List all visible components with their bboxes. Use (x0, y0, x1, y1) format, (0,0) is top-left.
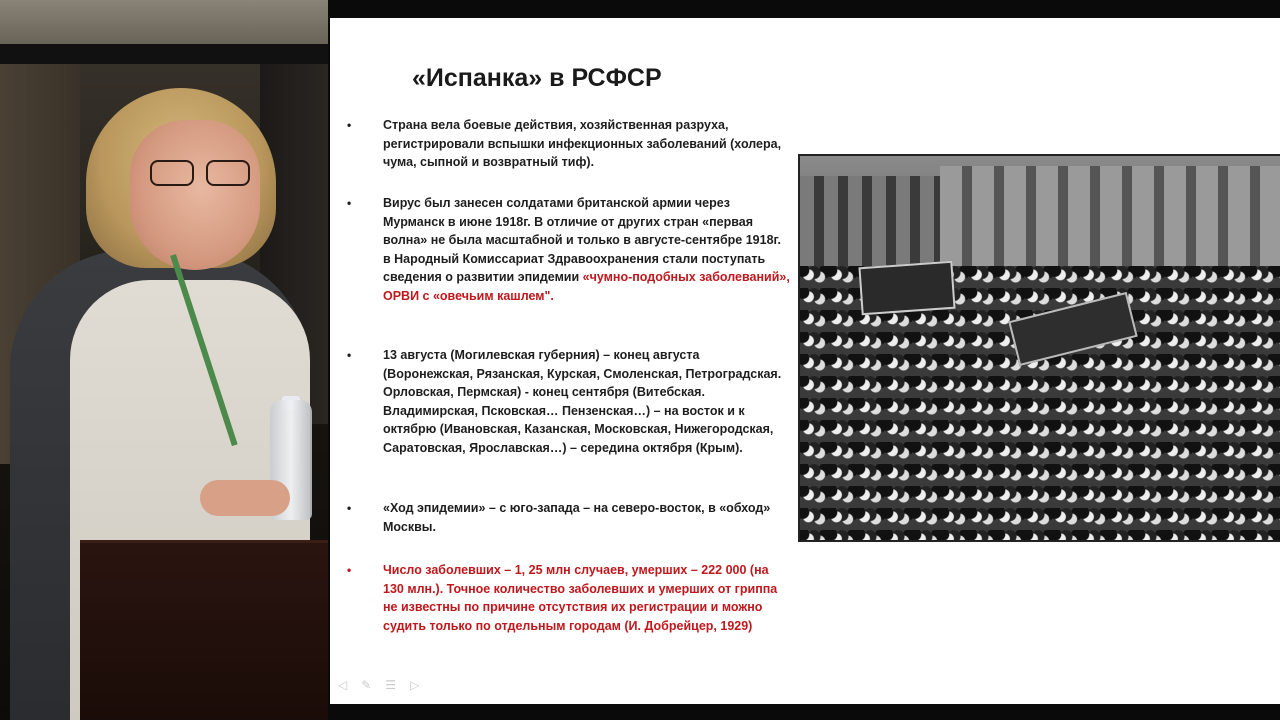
pen-icon[interactable]: ✎ (361, 678, 372, 692)
historical-crowd-photo (798, 154, 1280, 542)
bullet-text: Число заболевших – 1, 25 млн случаев, умерших – 222 000 (на 130 млн.). Точное количество заболевших и умерших от гриппа не известны по причине отсутствия их регистрации и можно судить только по отдельным городам (И. Добрейцер, 1929) (383, 563, 778, 633)
bullet-item (330, 499, 790, 536)
menu-icon[interactable]: ☰ (385, 678, 397, 692)
bullet-item (330, 194, 790, 305)
glasses-left-lens (150, 160, 194, 186)
bullet-marker: • (347, 118, 352, 132)
bullet-marker: • (347, 563, 352, 577)
bullet-marker: • (347, 196, 352, 210)
bullet-text: 13 августа (Могилевская губерния) – конец августа (Воронежская, Рязанская, Курская, Смоленская, Петроградская. Орловская, Пермская) - конец сентября (Витебская. Владимирская, Псковская… Пензенская…) – на восток и к октябрю (Ивановская, Казанская, Московская, Нижегородская, Саратовская, Ярославская…) – середина октября (Крым). (383, 348, 782, 455)
bullet-text: Вирус был занесен солдатами британской армии через Мурманск в июне 1918г. В отличие от других стран «первая волна» не была масштабной и только в августе-сентябре 1918г. в Народный Комиссариат Здравоохранения стали поступать сведения о развитии эпидемии (383, 196, 781, 284)
podium (80, 540, 328, 720)
ceiling-panel (0, 0, 328, 44)
bullet-marker: • (347, 501, 352, 515)
bullet-item (330, 346, 790, 457)
bullet-item (330, 561, 790, 635)
bullet-text: Страна вела боевые действия, хозяйственная разруха, регистрировали вспышки инфекционных заболеваний (холера, чума, сыпной и возвратный тиф). (383, 118, 782, 169)
speaker-face (130, 120, 260, 270)
bullet-item (330, 116, 790, 172)
speaker-video (0, 0, 328, 720)
next-slide-icon[interactable]: ▷ (410, 678, 420, 692)
slideshow-controls (338, 678, 419, 692)
glasses-right-lens (206, 160, 250, 186)
bullet-highlight: «чумно-подобных заболеваний», ОРВИ с «овечьим кашлем". (383, 270, 790, 303)
presentation-slide (330, 18, 1280, 704)
speaker-hand (200, 480, 290, 516)
photo-banner-left (858, 261, 955, 315)
previous-slide-icon[interactable]: ◁ (338, 678, 348, 692)
bullet-text: «Ход эпидемии» – с юго-запада – на северо-восток, в «обход» Москвы. (383, 501, 771, 534)
slide-title: «Испанка» в РСФСР (412, 64, 662, 92)
ceiling-gap (0, 44, 328, 64)
bullet-marker: • (347, 348, 352, 362)
